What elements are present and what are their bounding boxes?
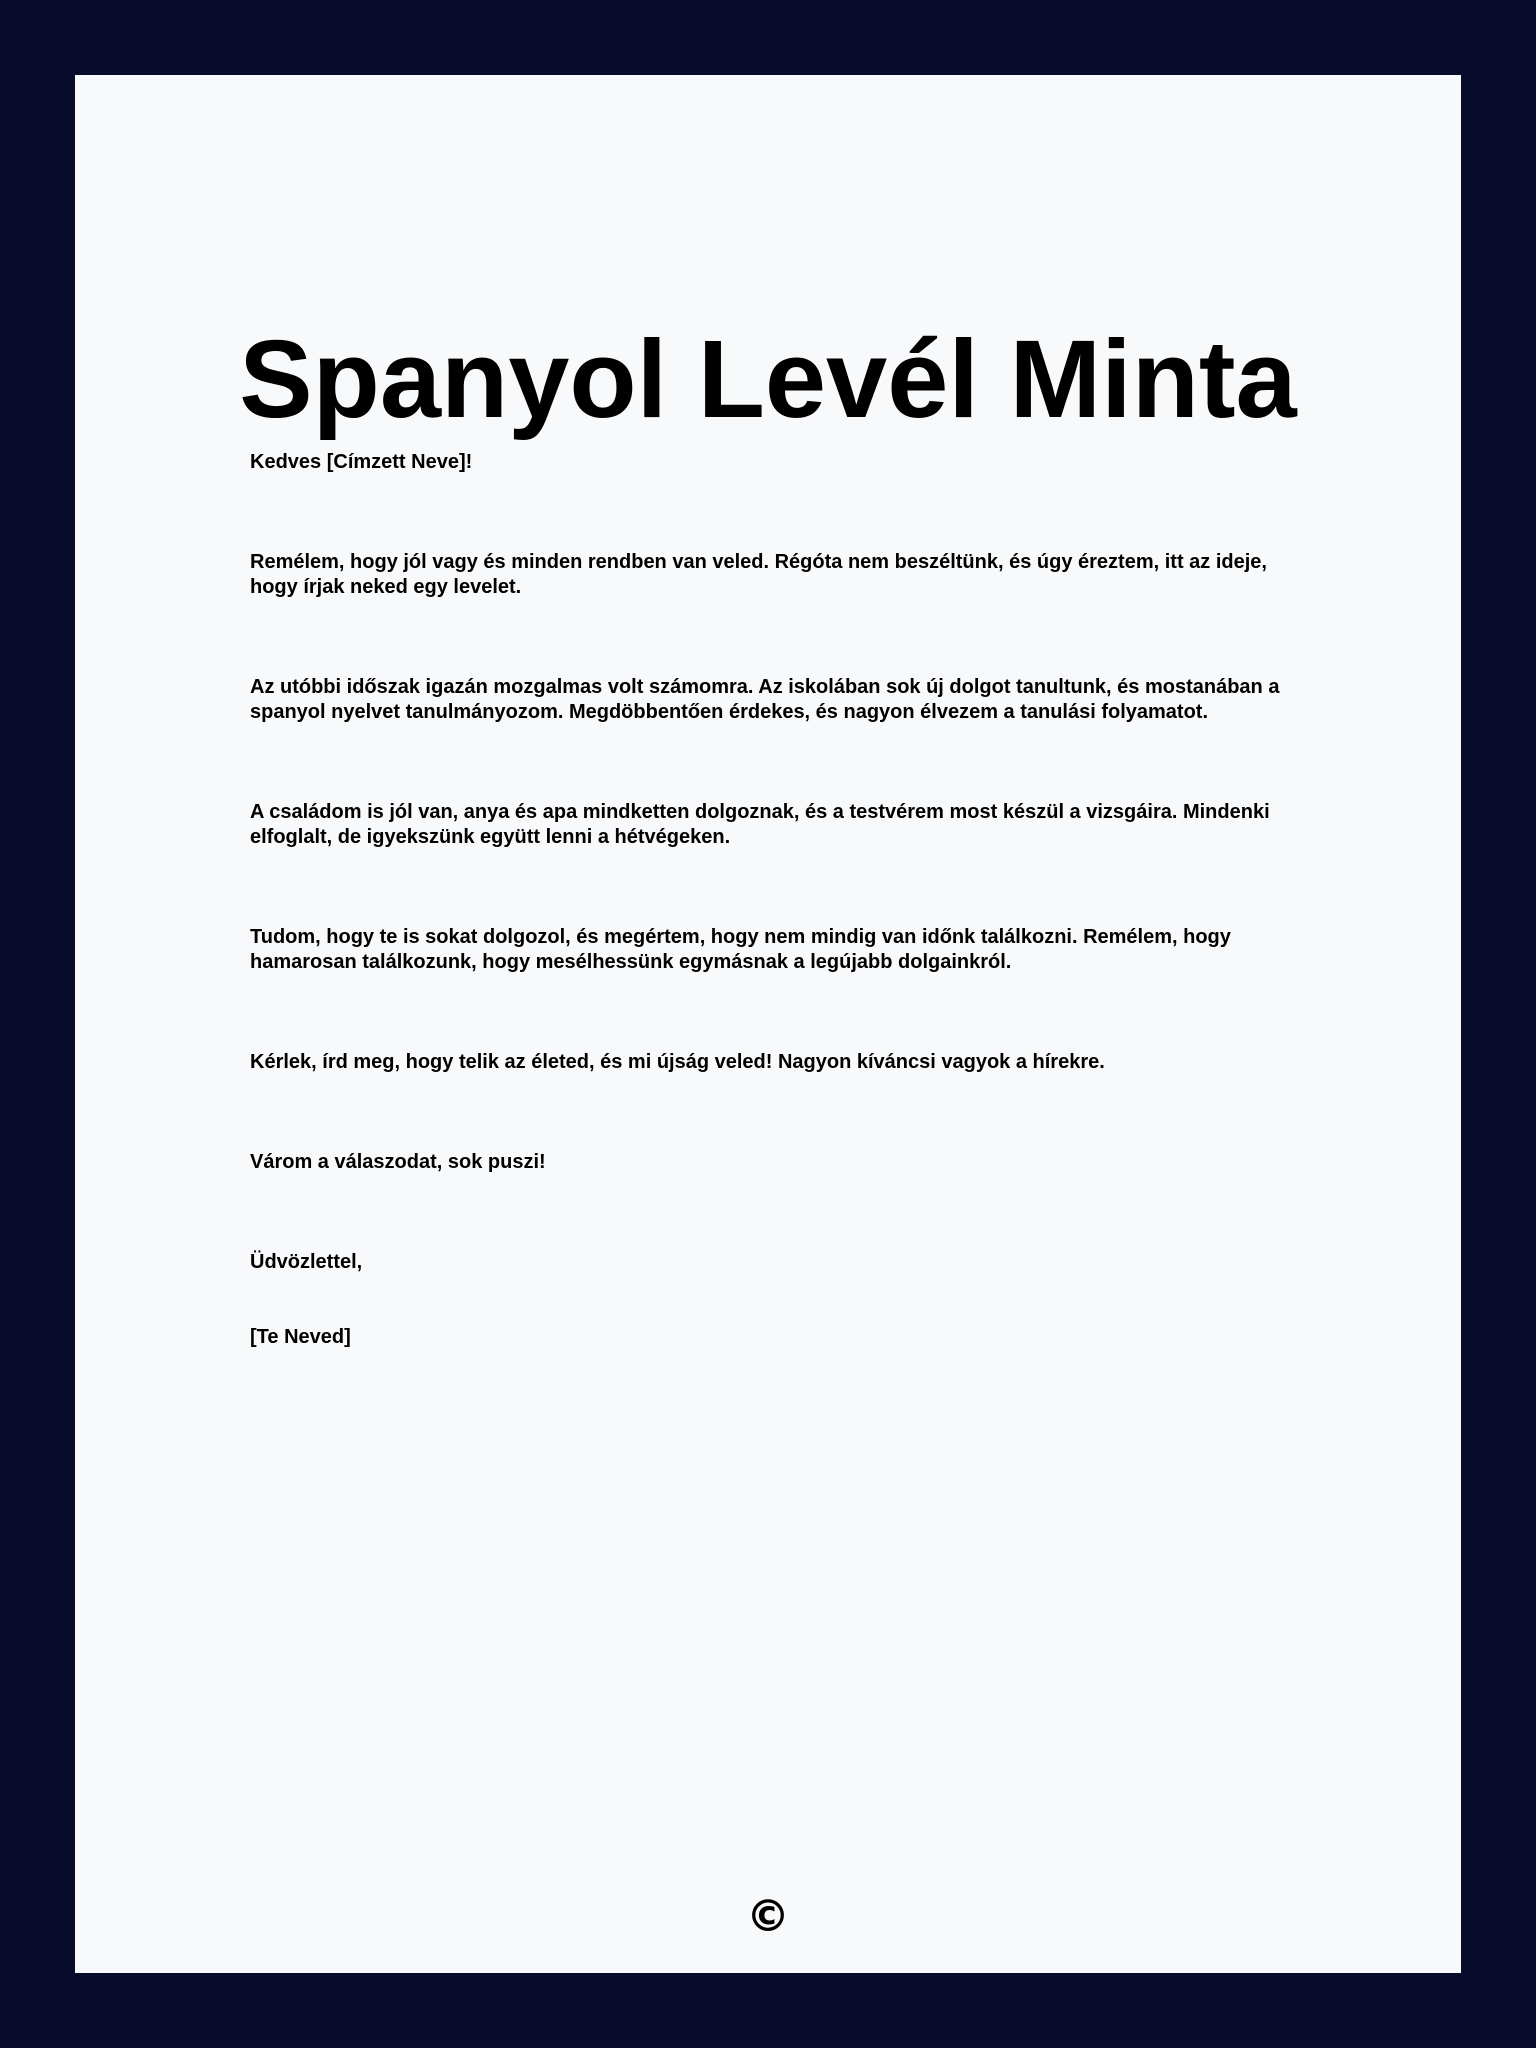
letter-paragraph-5: Kérlek, írd meg, hogy telik az életed, és mi újság veled! Nagyon kíváncsi vagyok a hírekre. xyxy=(250,1051,1105,1073)
letter-paragraph-1: Remélem, hogy jól vagy és minden rendben van veled. Régóta nem beszéltünk, és úgy éreztem, itt az ideje, hogy írjak neked egy levelet. xyxy=(250,551,1267,598)
letter-greeting: Kedves [Címzett Neve]! xyxy=(250,451,473,473)
letter-paragraph-3: A családom is jól van, anya és apa mindketten dolgoznak, és a testvérem most készül a vizsgáira. Mindenki elfoglalt, de igyekszünk együtt lenni a hétvégeken. xyxy=(250,801,1270,848)
letter-paragraph-4: Tudom, hogy te is sokat dolgozol, és megértem, hogy nem mindig van időnk találkozni. Remélem, hogy hamarosan találkozunk, hogy mesélhessünk egymásnak a legújabb dolgainkról. xyxy=(250,926,1231,973)
letter-paragraph-2: Az utóbbi időszak igazán mozgalmas volt számomra. Az iskolában sok új dolgot tanultunk, és mostanában a spanyol nyelvet tanulmányozom. Megdöbbentően érdekes, és nagyon élvezem a tanulási folyamatot. xyxy=(250,676,1280,723)
letter-paragraph-6: Várom a válaszodat, sok puszi! xyxy=(250,1151,546,1173)
letter-page xyxy=(75,75,1461,1973)
page-title: Spanyol Levél Minta xyxy=(239,318,1297,441)
letter-signature: [Te Neved] xyxy=(250,1326,351,1348)
copyright-icon: © xyxy=(746,1891,790,1942)
letter-closing: Üdvözlettel, xyxy=(250,1251,363,1273)
